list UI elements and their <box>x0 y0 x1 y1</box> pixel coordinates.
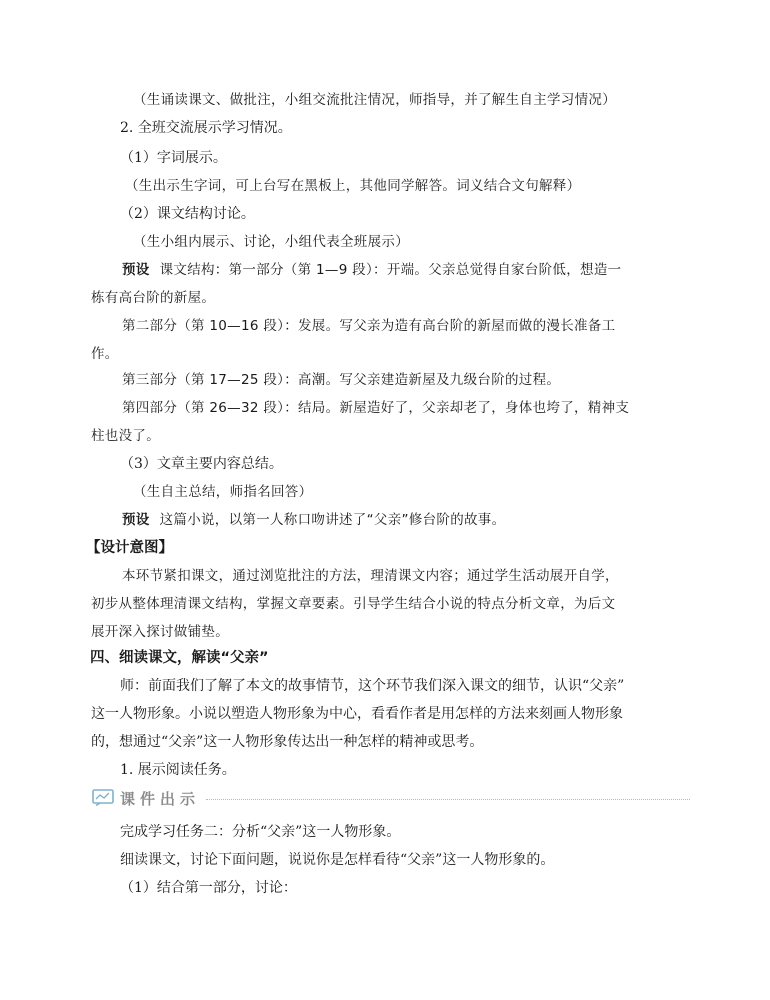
text-line-18: 本环节紧扣课文，通过浏览批注的方法，理清课文内容；通过学生活动展开自学， <box>122 568 619 584</box>
text-line-6: （生小组内展示、讨论，小组代表全班展示） <box>133 234 409 250</box>
text-line-2: 2. 全班交流展示学习情况。 <box>120 120 292 136</box>
design-intent-heading: 【设计意图】 <box>86 540 173 556</box>
courseware-banner <box>92 786 690 810</box>
text-line-29: （1）结合第一部分，讨论： <box>120 880 297 896</box>
text-line-23: 这一人物形象。小说以塑造人物形象为中心，看看作者是用怎样的方法来刻画人物形象 <box>91 706 623 722</box>
preset-text: 课文结构：第一部分（第 1—9 段）：开端。父亲总觉得自家台阶低，想造一 <box>159 262 622 278</box>
text-line-9: 第二部分（第 10—16 段）：发展。写父亲为造有高台阶的新屋而做的漫长准备工 <box>122 318 616 334</box>
text-line-11: 第三部分（第 17—25 段）：高潮。写父亲建造新屋及九级台阶的过程。 <box>122 372 561 388</box>
text-line-25: 1. 展示阅读任务。 <box>120 762 236 778</box>
text-line-3: （1）字词展示。 <box>120 150 227 166</box>
chat-board-icon <box>92 789 114 807</box>
text-line-7 <box>122 260 621 280</box>
text-line-8: 栋有高台阶的新屋。 <box>91 290 216 306</box>
text-line-28: 细读课文，讨论下面问题，说说你是怎样看待“父亲”这一人物形象的。 <box>120 852 555 868</box>
text-line-12: 第四部分（第 26—32 段）：结局。新屋造好了，父亲却老了，身体也垮了，精神支 <box>122 400 630 416</box>
text-line-15: （生自主总结，师指名回答） <box>133 484 313 500</box>
text-line-20: 展开深入探讨做铺垫。 <box>91 624 229 640</box>
section-four-heading: 四、细读课文，解读“父亲” <box>90 650 269 666</box>
text-line-22: 师：前面我们了解了本文的故事情节，这个环节我们深入课文的细节，认识“父亲” <box>120 678 625 694</box>
dotted-divider <box>206 799 690 800</box>
text-line-16 <box>122 510 505 530</box>
text-line-10: 作。 <box>91 346 119 362</box>
preset-text-2: 这篇小说，以第一人称口吻讲述了“父亲”修台阶的故事。 <box>159 512 506 528</box>
text-line-13: 柱也没了。 <box>91 428 160 444</box>
text-line-1: （生诵读课文、做批注，小组交流批注情况，师指导，并了解生自主学习情况） <box>133 92 616 108</box>
preset-label-2: 预设 <box>122 512 150 528</box>
preset-label: 预设 <box>122 262 150 278</box>
text-line-24: 的，想通过“父亲”这一人物形象传达出一种怎样的精神或思考。 <box>91 734 484 750</box>
text-line-4: （生出示生字词，可上台写在黑板上，其他同学解答。词义结合文句解释） <box>125 178 581 194</box>
text-line-27: 完成学习任务二：分析“父亲”这一人物形象。 <box>120 824 401 840</box>
banner-title: 课件出示 <box>120 789 201 808</box>
text-line-14: （3）文章主要内容总结。 <box>120 456 283 472</box>
text-line-5: （2）课文结构讨论。 <box>120 206 255 222</box>
text-line-19: 初步从整体理清课文结构，掌握文章要素。引导学生结合小说的特点分析文章，为后文 <box>91 596 616 612</box>
